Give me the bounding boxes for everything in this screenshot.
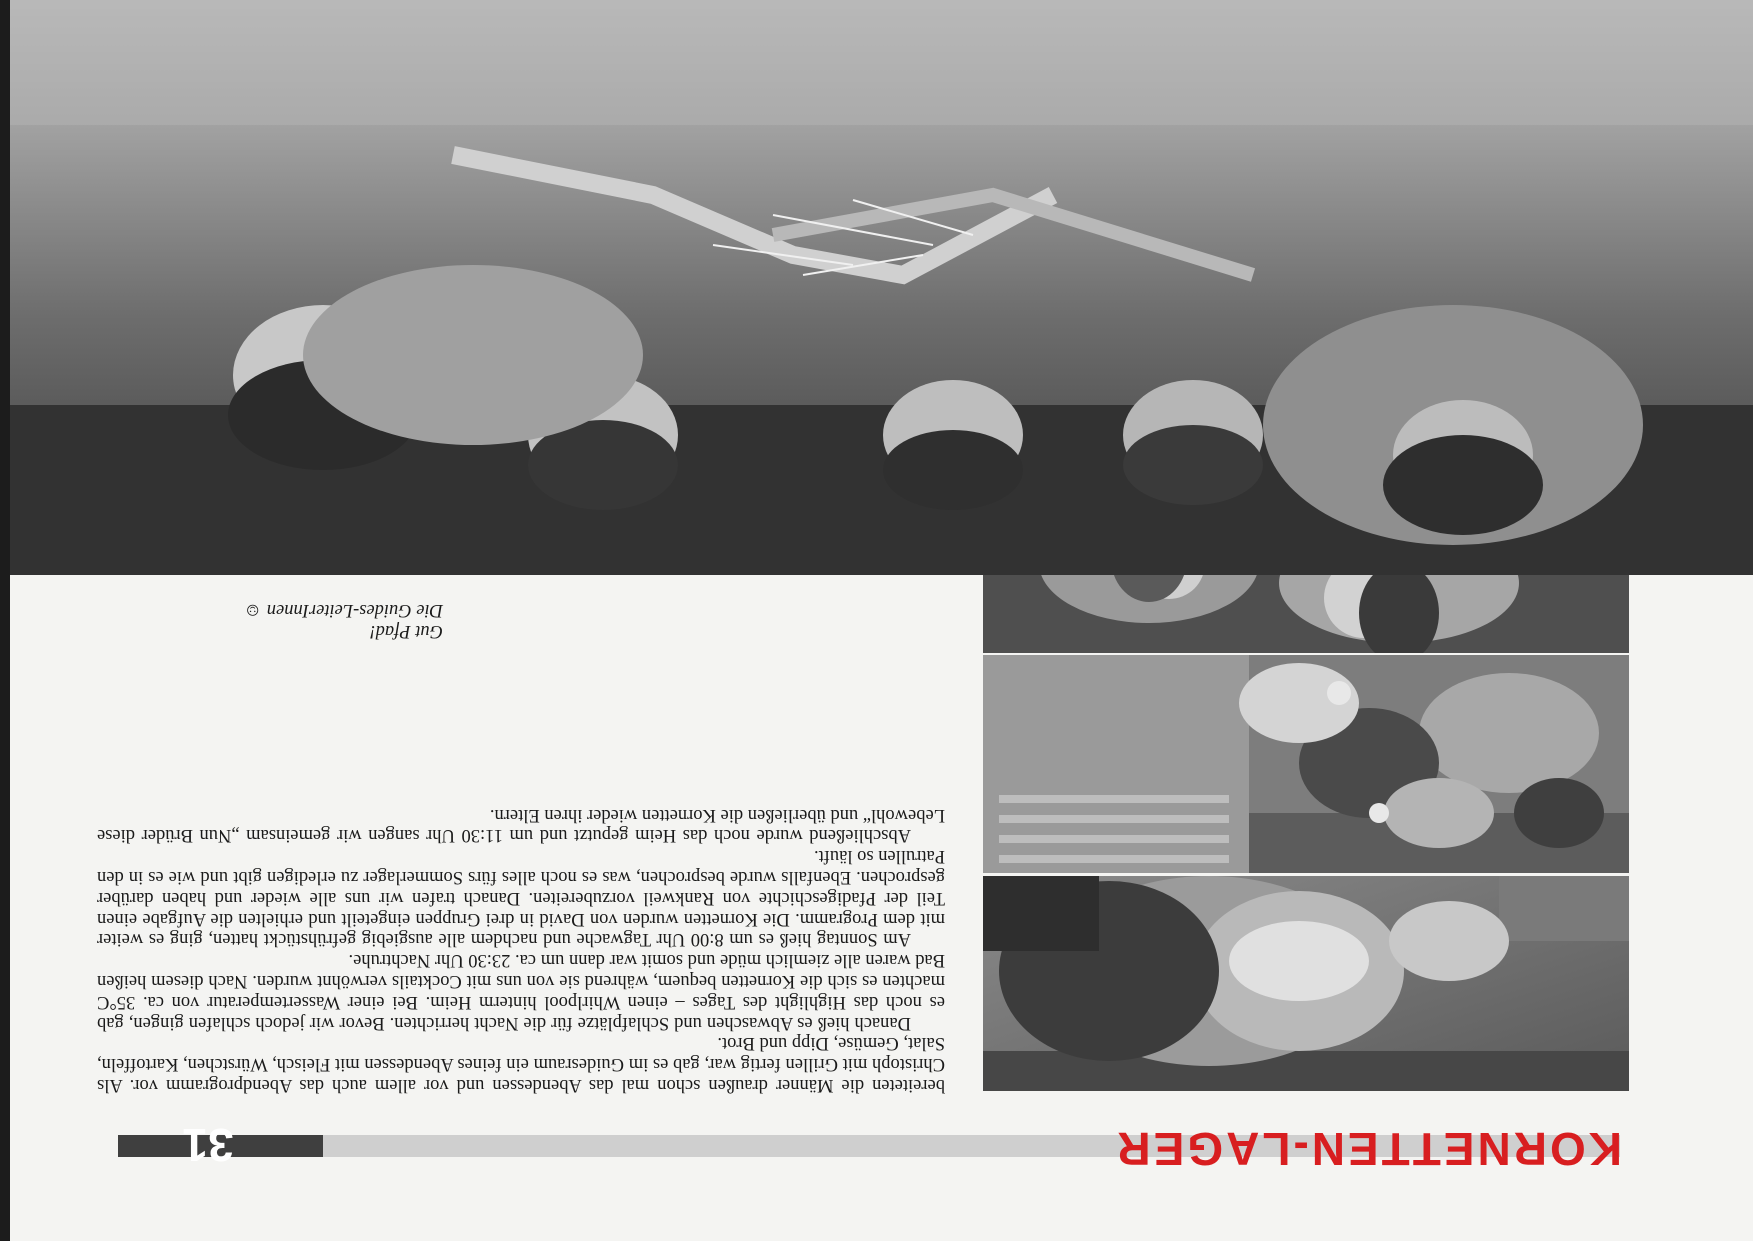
signoff: [113, 599, 443, 641]
article-paragraph: Abschließend wurde noch das Heim geputzt und um 11:30 Uhr sangen wir gemeinsam „Nun Brüder diese Lebewohl“ und überließen die Kornetten wieder ihren Eltern.: [97, 804, 945, 846]
section-title: KORNETTEN-LAGER: [1114, 1123, 1622, 1175]
article-paragraph: Am Sonntag hieß es um 8:00 Uhr Tagwache und nachdem alle ausgiebig gefrühstückt hatten, ging es weiter mit dem Programm. Die Kornetten wurden von David in drei Gruppen eingeteilt und erhielten die Aufgabe einen Teil der Pfadigeschichte von Rankweil vorzubereiten. Danach trafen wir uns alle wieder und haben darüber gesprochen. Ebenfalls wurde besprochen, was es noch alles fürs Sommerlager zu erledigen gibt und wie es in den Patrullen so läuft.: [97, 846, 945, 950]
signoff-author: Die Guides-LeiterInnen ☺: [243, 600, 443, 620]
article-body: [97, 804, 945, 1095]
article-paragraph: Danach hieß es Abwaschen und Schlafplätze für die Nacht herrichten. Bevor wir jedoch schlafen gingen, gab es noch das Highlight des Tages – einen Whirlpool hinterm Heim. Bei einer Wassertemperatur von ca. 35°C machten es sich die Kornetten bequem, während sie von uns mit Cocktails verwöhnt wurden. Nach diesem heißen Bad waren alle ziemlich müde und somit war dann um ca. 23:30 Uhr Nachtruhe.: [97, 950, 945, 1033]
photo-whirlpool: [10, 0, 1753, 575]
photo-group-at-table: [983, 655, 1629, 873]
photo-facial-mask: [983, 876, 1629, 1091]
article-paragraph: bereiteten die Männer draußen schon mal das Abendessen und vor allem auch das Abendprogramm vor. Als Christoph mit Grillen fertig war, gab es im Guidesraum ein feines Abendessen mit Fleisch, Würstchen, Kartoffeln, Salat, Gemüse, Dipp und Brot.: [97, 1033, 945, 1095]
magazine-page: [10, 0, 1753, 1241]
page-number: 31: [182, 1119, 234, 1171]
signoff-greeting: Gut Pfad!: [369, 621, 443, 641]
page-content-rotated: [10, 0, 1753, 1241]
